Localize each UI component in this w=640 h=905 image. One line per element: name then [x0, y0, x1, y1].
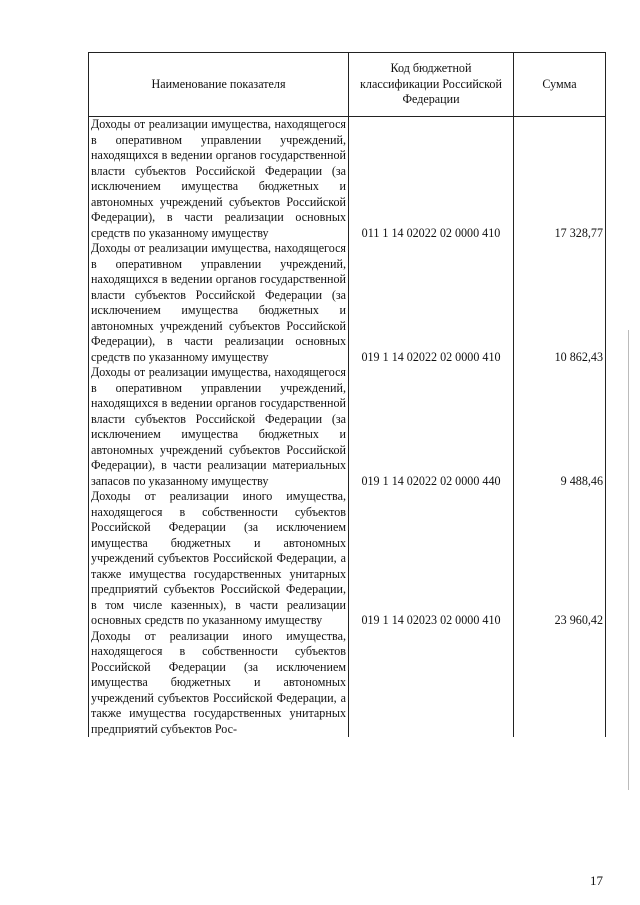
row-indicator-name: Доходы от реализации имущества, находящегося в оперативном управлении учреждений, находящихся в ведении органов государственной власти субъектов Российской Федерации (за исключением имущества бюджетных и автономных учреждений субъектов Российской Федерации), в части реализации материальных запасов по указанному имуществу — [89, 365, 349, 489]
row-indicator-name: Доходы от реализации имущества, находящегося в оперативном управлении учреждений, находящихся в ведении органов государственной власти субъектов Российской Федерации (за исключением имущества бюджетных и автономных учреждений субъектов Российской Федерации), в части реализации основных средств по указанному имуществу — [89, 241, 349, 365]
table-header-row — [89, 53, 606, 117]
row-budget-code: 019 1 14 02023 02 0000 410 — [349, 489, 514, 629]
row-budget-code — [349, 629, 514, 738]
row-sum: 10 862,43 — [514, 241, 606, 365]
row-sum: 9 488,46 — [514, 365, 606, 489]
table-row — [89, 629, 606, 738]
row-budget-code: 019 1 14 02022 02 0000 410 — [349, 241, 514, 365]
table-row — [89, 117, 606, 242]
table-row — [89, 365, 606, 489]
header-sum: Сумма — [514, 53, 606, 117]
row-sum: 17 328,77 — [514, 117, 606, 242]
header-budget-code: Код бюджетной классификации Российской Федерации — [349, 53, 514, 117]
row-indicator-name: Доходы от реализации иного имущества, находящегося в собственности субъектов Российской Федерации (за исключением имущества бюджетных и автономных учреждений субъектов Российской Федерации, а также имущества государственных унитарных предприятий субъектов Российской Федерации, в том числе казенных), в части реализации основных средств по указанному имуществу — [89, 489, 349, 629]
row-budget-code: 019 1 14 02022 02 0000 440 — [349, 365, 514, 489]
row-sum — [514, 629, 606, 738]
row-indicator-name: Доходы от реализации имущества, находящегося в оперативном управлении учреждений, находящихся в ведении органов государственной власти субъектов Российской Федерации (за исключением имущества бюджетных и автономных учреждений субъектов Российской Федерации), в части реализации основных средств по указанному имуществу — [89, 117, 349, 242]
page-number: 17 — [590, 873, 603, 888]
table-row — [89, 241, 606, 365]
table-row — [89, 489, 606, 629]
row-indicator-name: Доходы от реализации иного имущества, находящегося в собственности субъектов Российской Федерации (за исключением имущества бюджетных и автономных учреждений субъектов Российской Федерации, а также имущества государственных унитарных предприятий субъектов Рос- — [89, 629, 349, 738]
row-sum: 23 960,42 — [514, 489, 606, 629]
revenue-table — [88, 52, 606, 737]
scan-edge-line — [628, 330, 629, 790]
row-budget-code: 011 1 14 02022 02 0000 410 — [349, 117, 514, 242]
header-indicator-name: Наименование показателя — [89, 53, 349, 117]
